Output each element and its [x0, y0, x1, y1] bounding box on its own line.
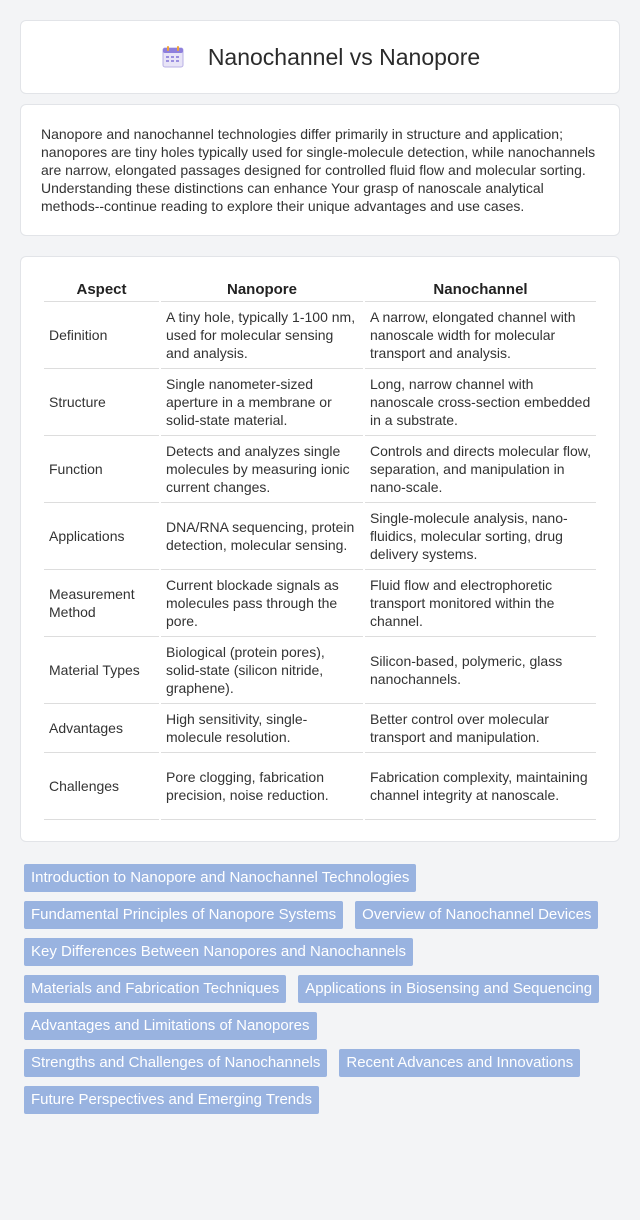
comparison-table: [42, 277, 598, 820]
topic-link[interactable]: Applications in Biosensing and Sequencing: [298, 975, 599, 1003]
topic-link[interactable]: Advantages and Limitations of Nanopores: [24, 1012, 317, 1040]
topic-link[interactable]: Recent Advances and Innovations: [339, 1049, 580, 1077]
table-cell-nanochannel: Silicon-based, polymeric, glass nanochannels.: [365, 637, 596, 704]
table-cell-nanopore: High sensitivity, single-molecule resolution.: [161, 704, 363, 753]
table-cell-nanochannel: Better control over molecular transport and manipulation.: [365, 704, 596, 753]
table-cell-nanopore: Current blockade signals as molecules pass through the pore.: [161, 570, 363, 637]
table-cell-nanopore: Single nanometer-sized aperture in a membrane or solid-state material.: [161, 369, 363, 436]
table-cell-nanopore: DNA/RNA sequencing, protein detection, molecular sensing.: [161, 503, 363, 570]
table-cell-nanopore: Detects and analyzes single molecules by measuring ionic current changes.: [161, 436, 363, 503]
table-row: [44, 436, 596, 503]
document-calendar-icon: [160, 44, 186, 70]
table-header-row: [44, 277, 596, 302]
table-cell-nanochannel: A narrow, elongated channel with nanoscale width for molecular transport and analysis.: [365, 302, 596, 369]
table-row: [44, 302, 596, 369]
intro-card: [20, 104, 620, 236]
table-cell-nanochannel: Controls and directs molecular flow, separation, and manipulation in nano-scale.: [365, 436, 596, 503]
column-header-nanochannel: Nanochannel: [365, 277, 596, 302]
table-cell-aspect: Challenges: [44, 753, 159, 820]
topic-link[interactable]: Strengths and Challenges of Nanochannels: [24, 1049, 327, 1077]
topic-link[interactable]: Introduction to Nanopore and Nanochannel Technologies: [24, 864, 416, 892]
table-row: [44, 570, 596, 637]
table-cell-aspect: Measurement Method: [44, 570, 159, 637]
column-header-aspect: Aspect: [44, 277, 159, 302]
table-row: [44, 637, 596, 704]
table-cell-nanochannel: Fabrication complexity, maintaining channel integrity at nanoscale.: [365, 753, 596, 820]
table-cell-aspect: Definition: [44, 302, 159, 369]
table-cell-nanopore: Pore clogging, fabrication precision, noise reduction.: [161, 753, 363, 820]
table-cell-nanopore: A tiny hole, typically 1-100 nm, used for molecular sensing and analysis.: [161, 302, 363, 369]
table-cell-aspect: Applications: [44, 503, 159, 570]
table-cell-nanopore: Biological (protein pores), solid-state (silicon nitride, graphene).: [161, 637, 363, 704]
table-row: [44, 369, 596, 436]
intro-text: Nanopore and nanochannel technologies differ primarily in structure and application; nanopores are tiny holes typically used for single-molecule detection, while nanochannels are narrow, elongated passages designed for controlled fluid flow and molecular sorting. Understanding these distinctions can enhance Your grasp of nanoscale analytical methods--continue reading to explore their unique advantages and use cases.: [41, 126, 596, 214]
column-header-nanopore: Nanopore: [161, 277, 363, 302]
related-topics: [20, 864, 620, 1123]
page-title: Nanochannel vs Nanopore: [207, 43, 481, 70]
table-cell-aspect: Material Types: [44, 637, 159, 704]
table-row: [44, 503, 596, 570]
topic-link[interactable]: Future Perspectives and Emerging Trends: [24, 1086, 319, 1114]
topic-link[interactable]: Key Differences Between Nanopores and Nanochannels: [24, 938, 413, 966]
table-row: [44, 704, 596, 753]
topic-link[interactable]: Materials and Fabrication Techniques: [24, 975, 286, 1003]
table-cell-nanochannel: Long, narrow channel with nanoscale cross-section embedded in a substrate.: [365, 369, 596, 436]
comparison-table-card: [20, 256, 620, 842]
topic-link[interactable]: Overview of Nanochannel Devices: [355, 901, 598, 929]
table-cell-aspect: Structure: [44, 369, 159, 436]
table-cell-aspect: Function: [44, 436, 159, 503]
table-cell-aspect: Advantages: [44, 704, 159, 753]
page-header: [20, 20, 620, 94]
topic-link[interactable]: Fundamental Principles of Nanopore Systems: [24, 901, 343, 929]
table-cell-nanochannel: Single-molecule analysis, nano-fluidics, molecular sorting, drug delivery systems.: [365, 503, 596, 570]
table-row: [44, 753, 596, 820]
table-cell-nanochannel: Fluid flow and electrophoretic transport monitored within the channel.: [365, 570, 596, 637]
